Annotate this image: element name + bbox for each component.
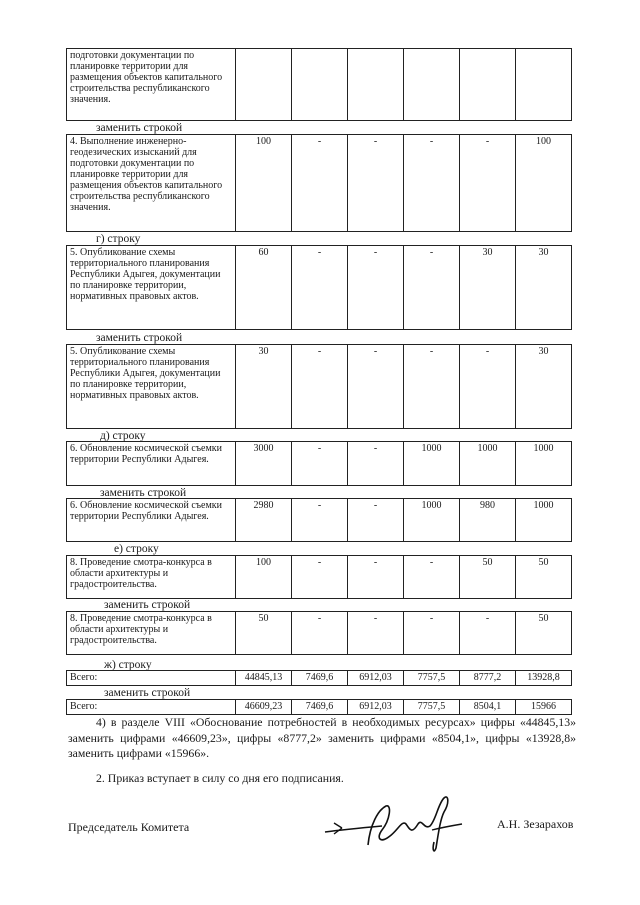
row-d-v1: - [292,345,348,429]
row-f-v4: 980 [460,499,516,542]
row-i-v1: 7469,6 [292,671,348,686]
table-block-d [66,344,572,429]
caption-1: заменить строкой [96,122,183,134]
row-e-v0: 3000 [236,442,292,486]
row-h-v1: - [292,612,348,655]
row-c-v3: - [404,246,460,330]
table-block-i [66,670,572,686]
caption-3: заменить строкой [96,332,183,344]
table-block-g [66,555,572,599]
caption-4: д) строку [100,430,146,442]
row-h-desc: 8. Проведение смотра-конкурса в области архитектуры и градостроительства. [67,612,236,655]
row-f-desc: 6. Обновление космической съемки территории Республики Адыгея. [67,499,236,542]
table-block-j [66,699,572,715]
row-d-v5: 30 [516,345,572,429]
row-f-v5: 1000 [516,499,572,542]
signature-graphic [320,790,470,860]
caption-9: заменить строкой [104,687,191,699]
row-h-v5: 50 [516,612,572,655]
row-h-v4: - [460,612,516,655]
table-row [67,700,572,715]
table-row [67,135,572,232]
table-row [67,246,572,330]
row-h-v2: - [348,612,404,655]
caption-5: заменить строкой [100,487,187,499]
table-row [67,499,572,542]
row-e-desc: 6. Обновление космической съемки территории Республики Адыгея. [67,442,236,486]
table-row [67,671,572,686]
row-d-v4: - [460,345,516,429]
paragraph-2: 2. Приказ вступает в силу со дня его подписания. [96,771,344,785]
row-f-v3: 1000 [404,499,460,542]
row-e-v3: 1000 [404,442,460,486]
table-block-a [66,48,572,121]
row-j-v1: 7469,6 [292,700,348,715]
row-d-desc: 5. Опубликование схемы территориального планирования Республики Адыгея, документации по планировке территории, нормативных правовых актов. [67,345,236,429]
row-j-v5: 15966 [516,700,572,715]
signatory-title: Председатель Комитета [68,820,190,834]
row-i-v3: 7757,5 [404,671,460,686]
caption-7: заменить строкой [104,599,191,611]
row-i-v0: 44845,13 [236,671,292,686]
table-row [67,556,572,599]
row-i-desc: Всего: [67,671,236,686]
caption-8: ж) строку [104,659,152,671]
row-a-v3 [404,49,460,121]
table-block-b [66,134,572,232]
row-d-v0: 30 [236,345,292,429]
row-a-v0 [236,49,292,121]
row-c-v4: 30 [460,246,516,330]
row-g-v1: - [292,556,348,599]
row-g-v4: 50 [460,556,516,599]
row-g-v3: - [404,556,460,599]
table-block-h [66,611,572,655]
row-j-desc: Всего: [67,700,236,715]
table-row [67,345,572,429]
signatory-name: А.Н. Зезарахов [497,817,574,831]
row-d-v3: - [404,345,460,429]
row-a-v4 [460,49,516,121]
row-c-v1: - [292,246,348,330]
row-b-v4: - [460,135,516,232]
row-f-v2: - [348,499,404,542]
row-f-v1: - [292,499,348,542]
row-b-desc: 4. Выполнение инженерно-геодезических изысканий для подготовки документации по планировке территории для размещения объектов капитального строительства республиканского значения. [67,135,236,232]
table-block-e [66,441,572,486]
row-j-v0: 46609,23 [236,700,292,715]
row-b-v1: - [292,135,348,232]
caption-6: е) строку [114,543,159,555]
table-row [67,49,572,121]
row-g-desc: 8. Проведение смотра-конкурса в области архитектуры и градостроительства. [67,556,236,599]
row-c-v0: 60 [236,246,292,330]
row-b-v0: 100 [236,135,292,232]
row-j-v4: 8504,1 [460,700,516,715]
row-b-v3: - [404,135,460,232]
row-a-desc: подготовки документации по планировке территории для размещения объектов капитального строительства республиканского значения. [67,49,236,121]
paragraph-4: 4) в разделе VIII «Обоснование потребностей в необходимых ресурсах» цифры «44845,13» заменить цифрами «46609,23», цифры «8777,2» заменить цифрами «8504,1», цифры «13928,8» заменить цифрами «15966». [68,715,576,760]
row-d-v2: - [348,345,404,429]
row-h-v3: - [404,612,460,655]
row-e-v5: 1000 [516,442,572,486]
row-g-v2: - [348,556,404,599]
row-a-v2 [348,49,404,121]
row-i-v5: 13928,8 [516,671,572,686]
row-g-v5: 50 [516,556,572,599]
row-e-v4: 1000 [460,442,516,486]
row-c-v2: - [348,246,404,330]
row-i-v4: 8777,2 [460,671,516,686]
row-b-v2: - [348,135,404,232]
row-a-v1 [292,49,348,121]
row-h-v0: 50 [236,612,292,655]
caption-2: г) строку [96,233,141,245]
row-i-v2: 6912,03 [348,671,404,686]
table-row [67,612,572,655]
row-j-v3: 7757,5 [404,700,460,715]
row-e-v1: - [292,442,348,486]
row-g-v0: 100 [236,556,292,599]
row-j-v2: 6912,03 [348,700,404,715]
row-f-v0: 2980 [236,499,292,542]
row-a-v5 [516,49,572,121]
table-block-c [66,245,572,330]
table-block-f [66,498,572,542]
row-e-v2: - [348,442,404,486]
row-b-v5: 100 [516,135,572,232]
table-row [67,442,572,486]
row-c-desc: 5. Опубликование схемы территориального планирования Республики Адыгея, документации по планировке территории, нормативных правовых актов. [67,246,236,330]
row-c-v5: 30 [516,246,572,330]
